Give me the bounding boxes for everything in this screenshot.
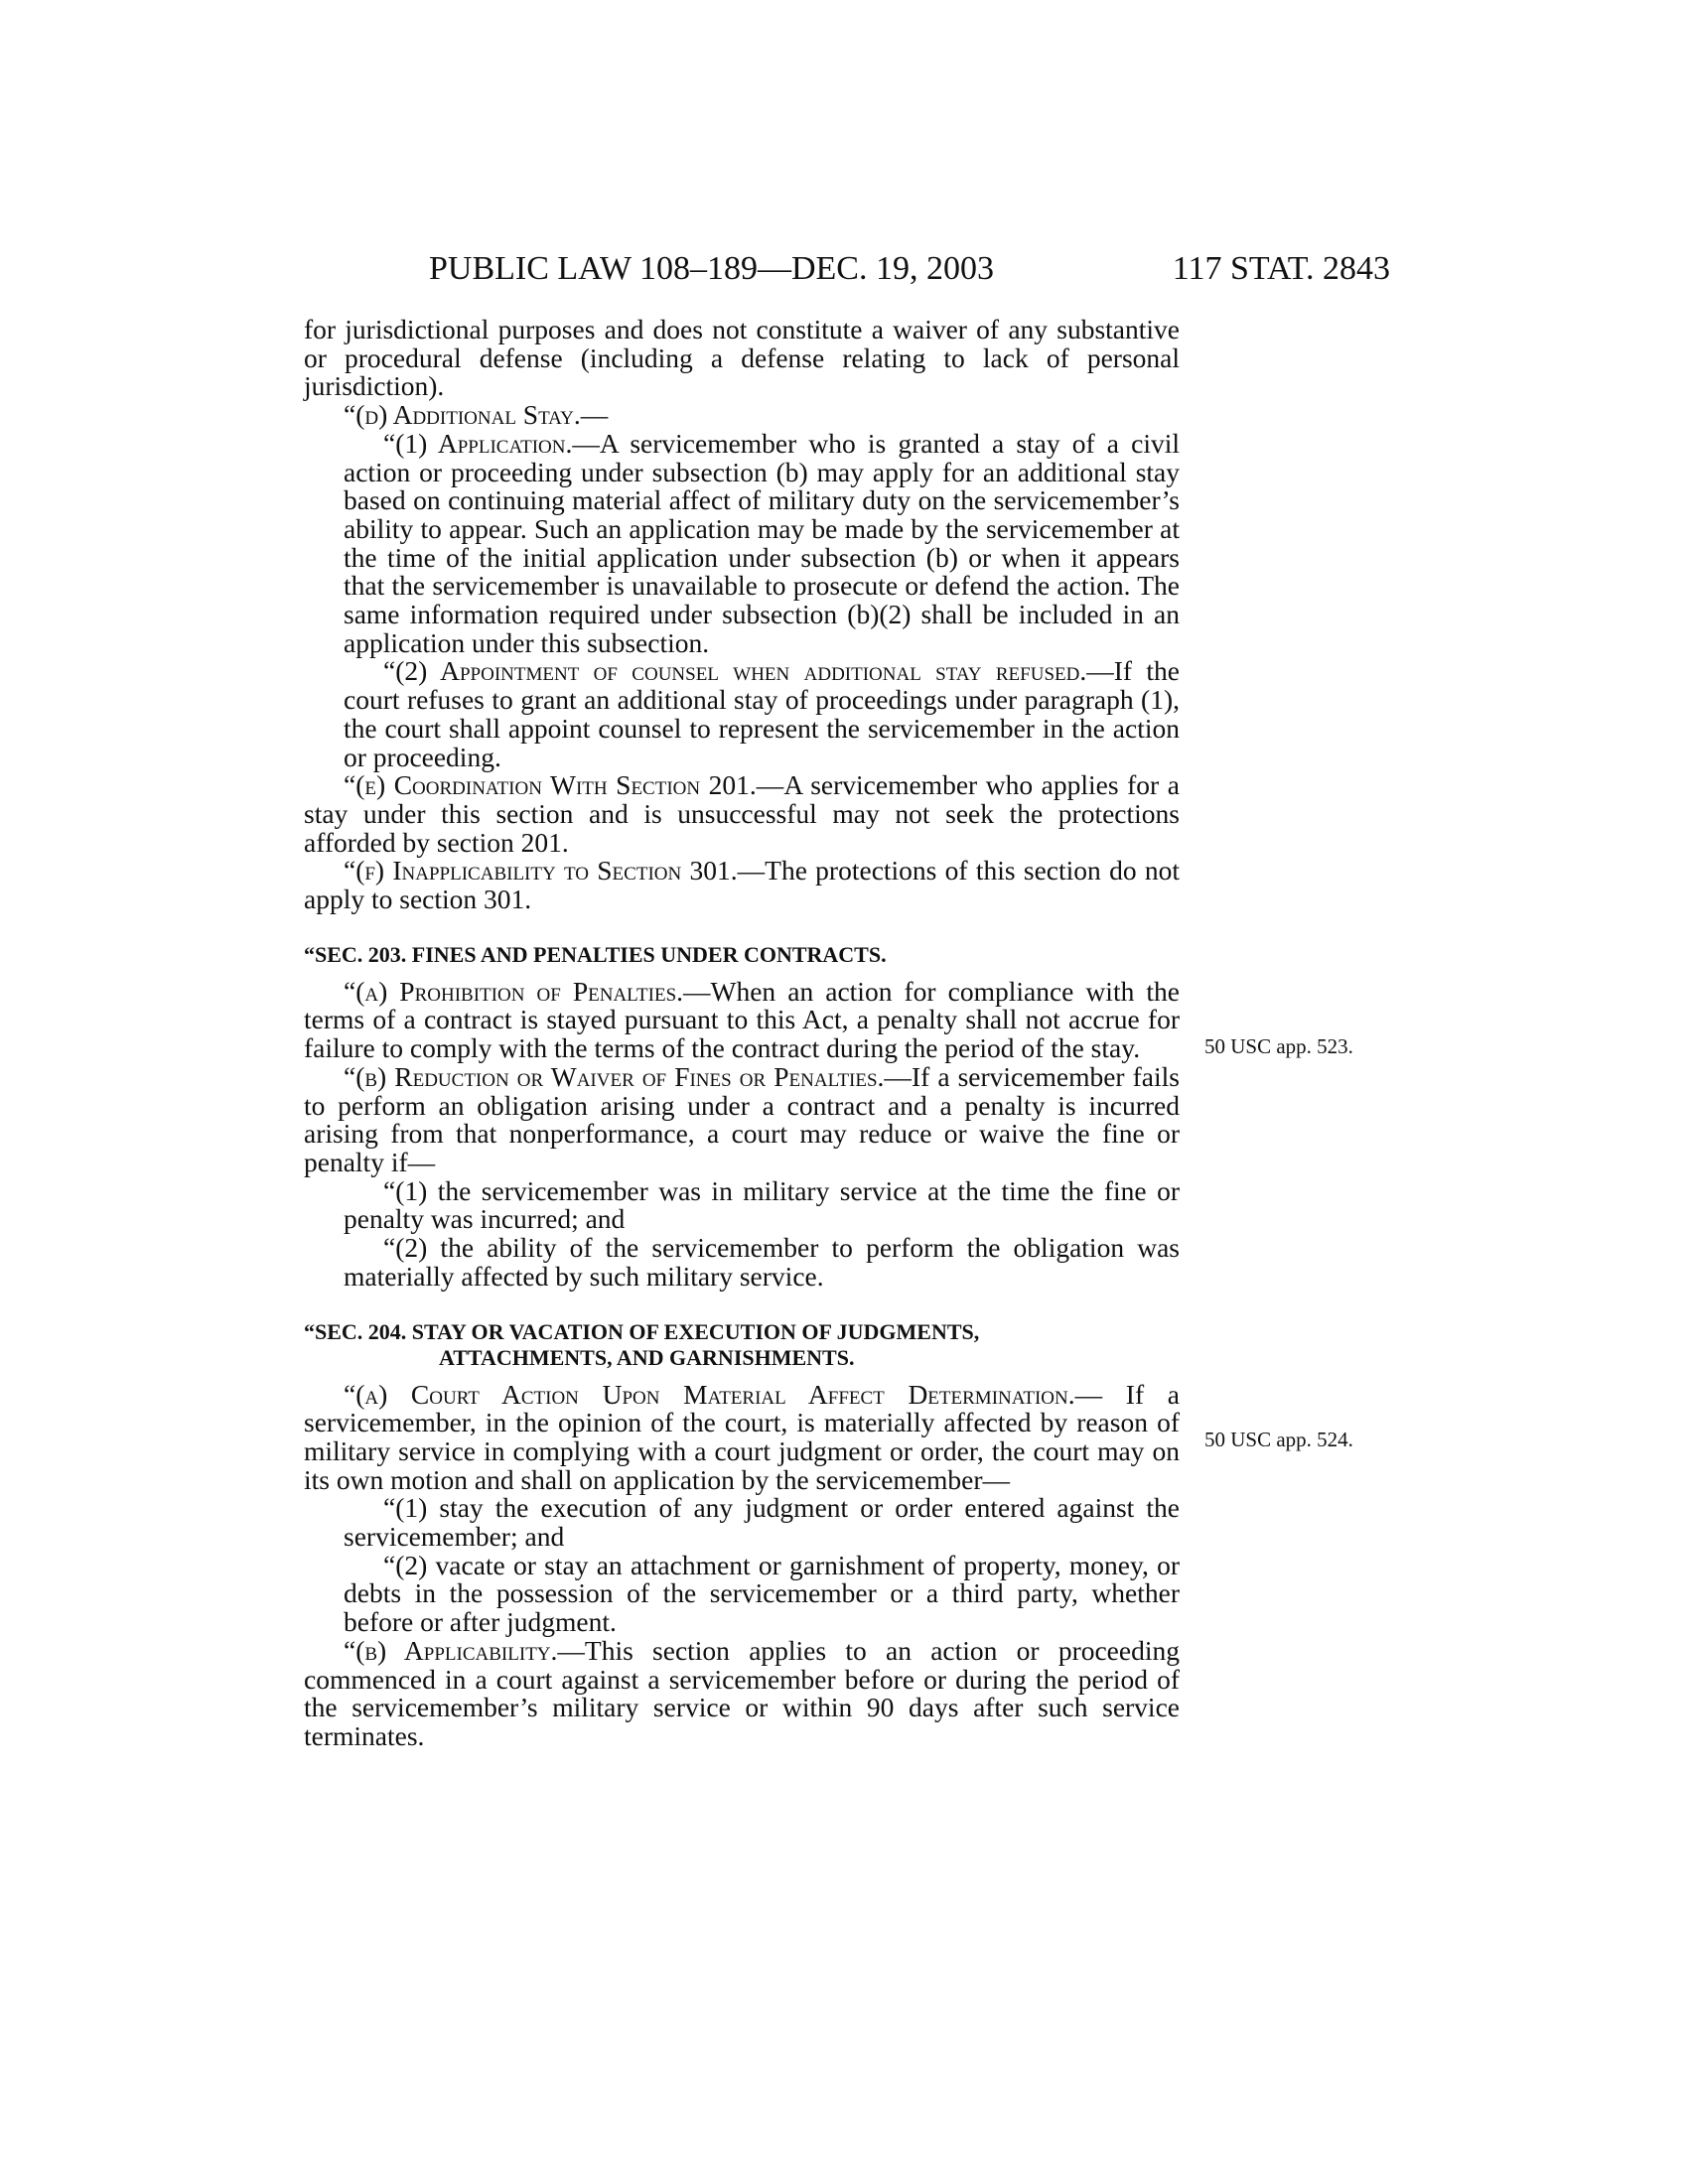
sec204-subsection-b bbox=[304, 1634, 1180, 1751]
subsection-e-label: “(e) Coordination With Section 201.— bbox=[344, 769, 784, 801]
sec204-subsection-a bbox=[304, 1378, 1180, 1495]
section-204-heading-line1: “SEC. 204. STAY OR VACATION OF EXECUTION OF JUDGMENTS, bbox=[304, 1318, 980, 1344]
header-title: PUBLIC LAW 108–189—DEC. 19, 2003 bbox=[429, 250, 994, 287]
section-204-heading-line2: ATTACHMENTS, AND GARNISHMENTS. bbox=[439, 1344, 855, 1370]
paragraph-d1-label: “(1) Application.— bbox=[383, 427, 600, 459]
subsection-e-text: A servicemember who applies for a stay under this section and is unsuccessful may not seek the protections afforded by section 201. bbox=[304, 769, 1180, 858]
section-204-heading bbox=[304, 1319, 1180, 1371]
paragraph-d1-text: A servicemember who is granted a stay of a civil action or proceeding under subsection (b) may apply for an additional stay based on continuing material affect of military duty on the servicemember’s ability to appear. Such an application may be made by the servicemember at the time of the initial application under subsection (b) or when it appears that the servicemember is unavailable to prosecute or defend the action. The same information required under subsection (b)(2) shall be included in an application under this subsection. bbox=[344, 427, 1180, 658]
sec204-b-label: “(b) Applicability.— bbox=[344, 1634, 585, 1666]
paragraph-d2-text: If the court refuses to grant an additional stay of proceedings under paragraph (1), the court shall appoint counsel to represent the servicemember in the action or proceeding. bbox=[344, 655, 1180, 772]
subsection-f-text: The protections of this section do not apply to section 301. bbox=[304, 855, 1181, 915]
paragraph-continuation: for jurisdictional purposes and does not constitute a waiver of any substantive or procedural defense (including a defense relating to lack of personal jurisdiction). bbox=[304, 314, 1180, 402]
margin-note-sec203: 50 USC app. 523. bbox=[1204, 1034, 1353, 1058]
margin-note-sec204: 50 USC app. 524. bbox=[1204, 1428, 1353, 1451]
subsection-d-heading bbox=[304, 401, 1180, 430]
subsection-f bbox=[304, 857, 1180, 913]
sec204-paragraph-a1: “(1) stay the execution of any judgment or order entered against the servicemember; and bbox=[344, 1492, 1180, 1553]
paragraph-d2 bbox=[304, 657, 1180, 771]
sec203-a-label: “(a) Prohibition of Penalties.— bbox=[344, 975, 711, 1007]
paragraph-d1 bbox=[304, 427, 1180, 658]
subsection-e bbox=[304, 771, 1180, 857]
sec203-paragraph-b1: “(1) the servicemember was in military service at the time the fine or penalty was incurred; and bbox=[344, 1174, 1180, 1235]
paragraph-d2-label: “(2) Appointment of counsel when additional stay refused.— bbox=[383, 655, 1114, 687]
sec203-b-text: If a servicemember fails to perform an obligation arising under a contract and a penalty is incurred arising from that nonperformance, a court may reduce or waive the fine or penalty if— bbox=[304, 1060, 1180, 1177]
sec203-subsection-a bbox=[304, 975, 1180, 1064]
sec204-a-text: If a servicemember, in the opinion of the court, is materially affected by reason of military service in complying with a court judgment or order, the court may on its own motion and shall on application by the servicemember— bbox=[304, 1378, 1180, 1495]
section-203-heading: “SEC. 203. FINES AND PENALTIES UNDER CONTRACTS. bbox=[304, 941, 887, 967]
subsection-f-label: “(f) Inapplicability to Section 301.— bbox=[344, 855, 766, 887]
sec203-subsection-b bbox=[304, 1060, 1180, 1177]
sec204-b-text: This section applies to an action or proceeding commenced in a court against a servicemember before or during the period of the servicemember’s military service or within 90 days after such service terminates. bbox=[304, 1634, 1180, 1751]
sec204-paragraph-a2: “(2) vacate or stay an attachment or garnishment of property, money, or debts in the possession of the servicemember or a third party, whether before or after judgment. bbox=[344, 1549, 1180, 1638]
subsection-d-label: “(d) Additional Stay.— bbox=[344, 399, 609, 431]
sec203-a-text: When an action for compliance with the terms of a contract is stayed pursuant to this Act, a penalty shall not accrue for failure to comply with the terms of the contract during the period of the stay. bbox=[304, 975, 1180, 1064]
sec204-a-label: “(a) Court Action Upon Material Affect Determination.— bbox=[344, 1378, 1103, 1410]
running-header bbox=[298, 250, 1390, 290]
sec203-b-label: “(b) Reduction or Waiver of Fines or Penalties.— bbox=[344, 1060, 912, 1092]
header-statute-page: 117 STAT. 2843 bbox=[1172, 250, 1390, 287]
sec203-paragraph-b2: “(2) the ability of the servicemember to perform the obligation was materially affected by such military service. bbox=[344, 1232, 1180, 1292]
body-text bbox=[304, 316, 1180, 1751]
